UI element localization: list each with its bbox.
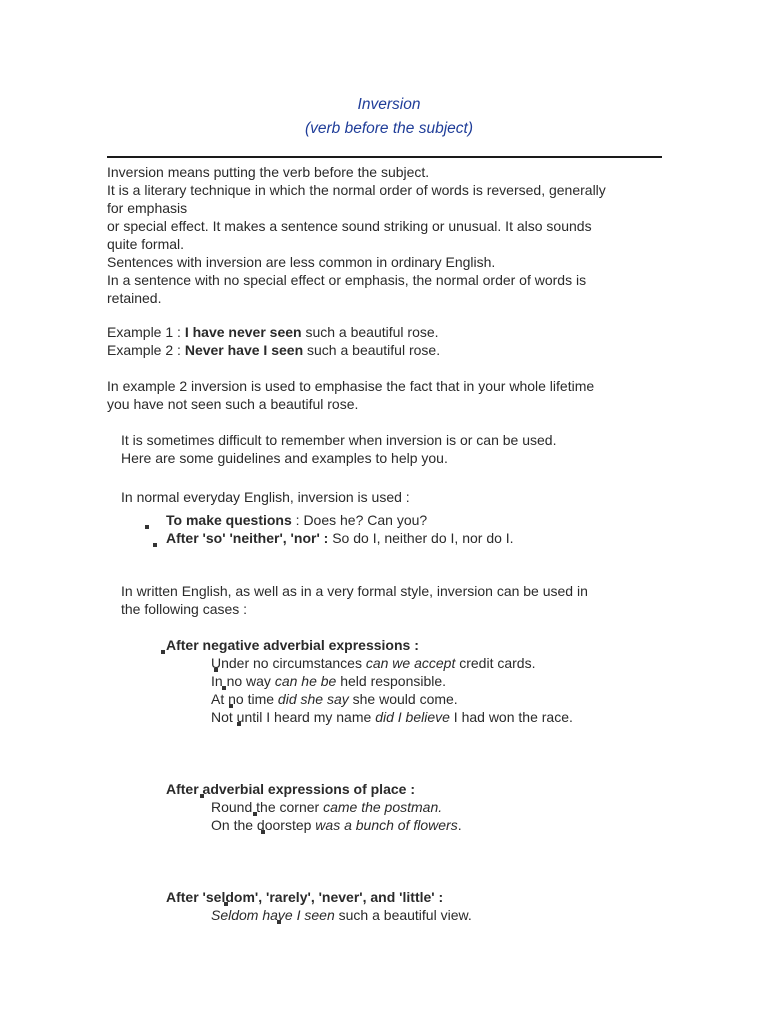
list-item: Under no circumstances can we accept credit cards. [211,655,536,671]
guidelines [121,431,556,467]
bullet-icon [153,543,157,547]
document-title: Inversion [357,96,421,113]
explanation [107,377,594,413]
document-subtitle: (verb before the subject) [304,120,473,137]
bullet-icon [161,650,165,654]
intro-line: It is a literary technique in which the normal order of words is reversed, generally [107,182,606,198]
intro-line: for emphasis [107,200,188,216]
intro-line: retained. [107,290,162,306]
list-item: Seldom have I seen such a beautiful view. [211,907,472,923]
list-item: After 'so' 'neither', 'nor' : So do I, neither do I, nor do I. [166,530,514,546]
list-item: In no way can he be held responsible. [211,673,447,689]
guidelines-line: Here are some guidelines and examples to help you. [121,450,448,466]
explanation-line: In example 2 inversion is used to emphasise the fact that in your whole lifetime [107,378,595,394]
list-item: Not until I heard my name did I believe I had won the race. [211,709,573,725]
section-heading: After negative adverbial expressions : [166,637,419,653]
written-intro-line: the following cases : [121,601,248,617]
example-2: Example 2 : Never have I seen such a beautiful rose. [107,342,441,358]
guidelines-line: It is sometimes difficult to remember when inversion is or can be used. [121,432,557,448]
intro-line: Sentences with inversion are less common in ordinary English. [107,254,496,270]
list-item: Round the corner came the postman. [211,799,443,815]
list-item: To make questions : Does he? Can you? [166,512,428,528]
written-intro [121,582,588,618]
title-divider [107,156,662,158]
section-heading: After adverbial expressions of place : [166,781,415,797]
bullet-icon [145,525,149,529]
list-item: On the doorstep was a bunch of flowers. [211,817,462,833]
example-1: Example 1 : I have never seen such a beautiful rose. [107,324,439,340]
section-heading: After 'seldom', 'rarely', 'never', and 'little' : [166,889,444,905]
intro-line: quite formal. [107,236,185,252]
list-item: At no time did she say she would come. [211,691,458,707]
written-intro-line: In written English, as well as in a very formal style, inversion can be used in [121,583,588,599]
explanation-line: you have not seen such a beautiful rose. [107,396,359,412]
examples [107,323,440,359]
intro-line: or special effect. It makes a sentence sound striking or unusual. It also sounds [107,218,592,234]
everyday-intro: In normal everyday English, inversion is used : [121,489,410,505]
intro-line: Inversion means putting the verb before the subject. [107,164,430,180]
intro-line: In a sentence with no special effect or emphasis, the normal order of words is [107,272,587,288]
intro-paragraph [107,163,667,307]
